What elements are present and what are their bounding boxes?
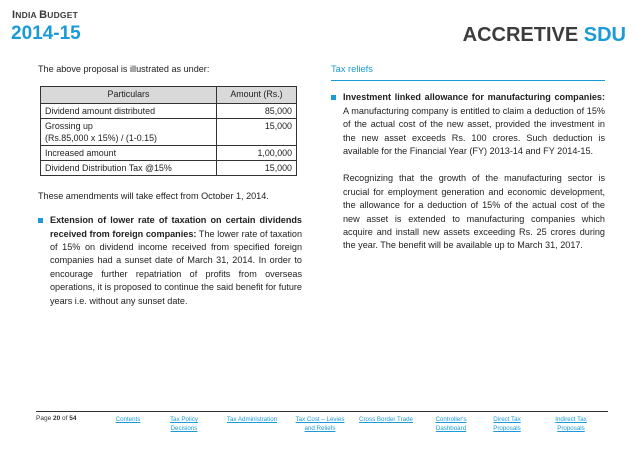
- nav-link-cross-border-trade[interactable]: Cross Border Trade: [359, 416, 413, 423]
- cell-amount: 85,000: [217, 103, 297, 118]
- header-particulars: Particulars: [41, 87, 217, 103]
- nav-link-controllers-dashboard[interactable]: Controller's Dashboard: [435, 416, 467, 432]
- cell-particular: Increased amount: [41, 145, 217, 160]
- table-row: [41, 103, 297, 118]
- bullet-investment-allowance: [331, 91, 605, 158]
- bullet-heading: Investment linked allowance for manufacturing companies:: [343, 92, 605, 103]
- bullet-foreign-dividends: [38, 214, 302, 308]
- bullet-heading: Extension of lower rate of taxation on certain dividends received from foreign companies:: [50, 215, 302, 239]
- nav-link-tax-administration[interactable]: Tax Administration: [226, 416, 278, 423]
- cell-particular-line2: (Rs.85,000 x 15%) / (1-0.15): [45, 132, 157, 143]
- table-row: [41, 145, 297, 160]
- illustration-table: [40, 86, 297, 175]
- cell-amount: 1,00,000: [217, 145, 297, 160]
- table-header-row: [41, 87, 297, 103]
- cell-particular: Dividend Distribution Tax @15%: [41, 160, 217, 175]
- cell-particular-line1: Grossing up: [45, 120, 93, 131]
- cell-amount: 15,000: [217, 160, 297, 175]
- left-column: [38, 63, 302, 308]
- cell-amount: 15,000: [217, 118, 297, 145]
- bullet-square-icon: [331, 95, 336, 100]
- table-row: [41, 118, 297, 145]
- publication-year: 2014-15: [11, 23, 81, 44]
- brand-logo: ACCRETIVE SDU: [462, 24, 626, 46]
- effective-date-note: These amendments will take effect from October 1, 2014.: [38, 190, 269, 201]
- cell-particular: [41, 118, 217, 145]
- table-row: [41, 160, 297, 175]
- nav-link-indirect-tax-proposals[interactable]: Indirect Tax Proposals: [555, 416, 587, 432]
- header-amount: Amount (Rs.): [217, 87, 297, 103]
- nav-link-direct-tax-proposals[interactable]: Direct Tax Proposals: [493, 416, 521, 432]
- intro-text: The above proposal is illustrated as under:: [38, 64, 210, 74]
- bullet-square-icon: [38, 218, 43, 223]
- cell-particular: Dividend amount distributed: [41, 103, 217, 118]
- right-column: [331, 63, 605, 253]
- bullet-body: A manufacturing company is entitled to claim a deduction of 15% of the actual cost of the new asset, provided the investment in the new asset exceeds Rs. 100 crores. Such deduction is available for the Financial Year (FY) 2013-14 and FY 2014-15.: [343, 105, 605, 157]
- page-indicator: Page 20 of 54: [36, 415, 77, 422]
- nav-link-contents[interactable]: Contents: [115, 416, 141, 423]
- paragraph-manufacturing: Recognizing that the growth of the manufacturing sector is crucial for employment generation and economic development, the allowance for a deduction of 15% of the actual cost of the new asset is extended to manufacturing companies which acquire and install new assets exceeding Rs. 25 crores during the year. The benefit will be available up to March 31, 2017.: [343, 173, 605, 251]
- publication-title: INDIA BUDGET: [12, 9, 78, 21]
- bullet-body: The lower rate of taxation of 15% on dividend income received from specified foreign companies had a sunset date of March 31, 2014. In order to encourage further repatriation of profits from overseas operations, it is proposed to continue the said benefit for future years i.e. without any sunset date.: [50, 228, 303, 306]
- nav-link-tax-cost-levies-reliefs[interactable]: Tax Cost – Levies and Reliefs: [295, 416, 345, 432]
- page-number: 20: [53, 415, 61, 422]
- page-total: 54: [69, 415, 77, 422]
- section-title: Tax reliefs: [331, 63, 605, 81]
- footer-nav-bar: [36, 411, 608, 432]
- nav-link-tax-policy-decisions[interactable]: Tax Policy Decisions: [170, 416, 198, 432]
